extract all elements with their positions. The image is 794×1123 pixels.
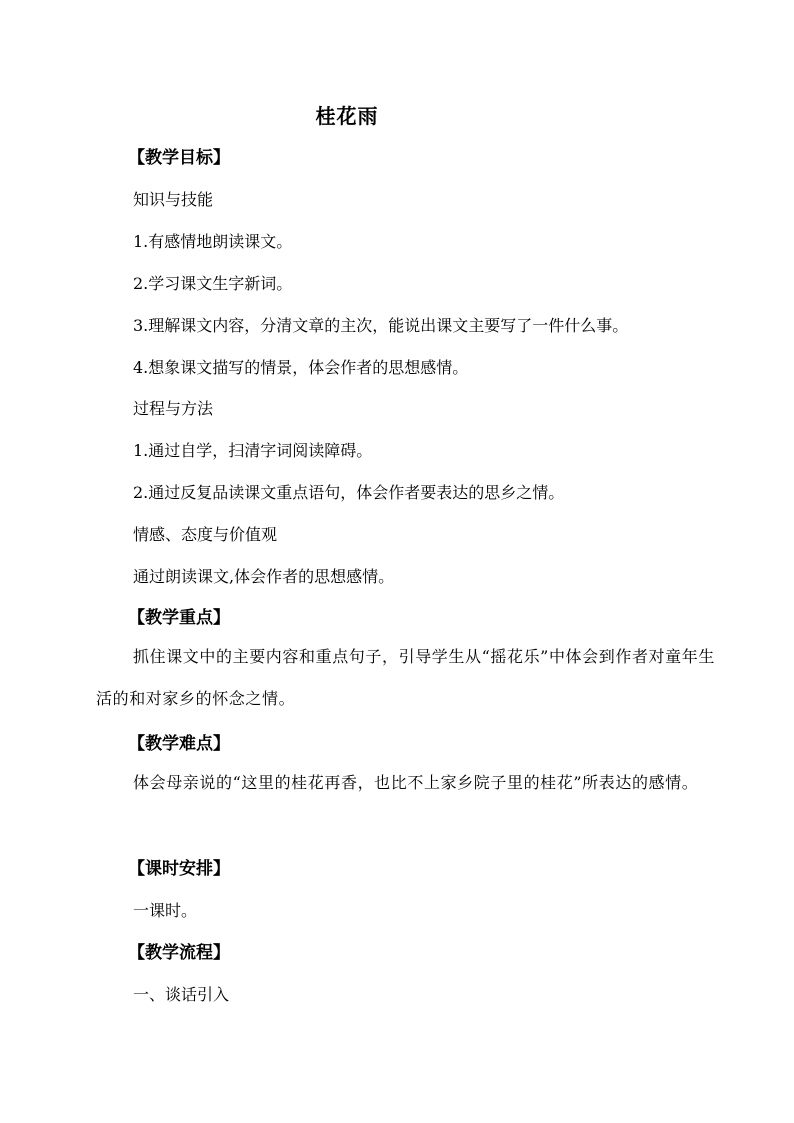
key-points-heading: 【教学重点】 [128, 608, 230, 628]
difficulties-heading: 【教学难点】 [128, 734, 230, 754]
process-item-2: 2.通过反复品读课文重点语句，体会作者要表达的思乡之情。 [133, 483, 565, 502]
schedule-heading: 【课时安排】 [128, 859, 230, 879]
key-points-text: 抓住课文中的主要内容和重点句子，引导学生从“摇花乐”中体会到作者对童年生活的和对家乡的怀念之情。 [96, 647, 715, 708]
flow-heading: 【教学流程】 [128, 943, 230, 963]
knowledge-item-2: 2.学习课文生字新词。 [133, 274, 293, 293]
process-item-1: 1.通过自学，扫清字词阅读障碍。 [133, 441, 373, 460]
knowledge-item-1: 1.有感情地朗读课文。 [133, 232, 293, 251]
process-heading: 过程与方法 [133, 399, 214, 418]
knowledge-heading: 知识与技能 [133, 190, 214, 209]
flow-first-step: 一、谈话引入 [133, 985, 230, 1004]
knowledge-item-4: 4.想象课文描写的情景，体会作者的思想感情。 [133, 358, 469, 377]
knowledge-item-3: 3.理解课文内容，分清文章的主次，能说出课文主要写了一件什么事。 [133, 316, 629, 335]
difficulties-text: 体会母亲说的“这里的桂花再香，也比不上家乡院子里的桂花”所表达的感情。 [133, 773, 699, 792]
schedule-text: 一课时。 [133, 901, 198, 920]
document-title: 桂花雨 [315, 104, 379, 128]
objectives-heading: 【教学目标】 [128, 148, 230, 168]
emotion-heading: 情感、态度与价值观 [133, 525, 278, 544]
emotion-text: 通过朗读课文,体会作者的思想感情。 [133, 567, 395, 586]
